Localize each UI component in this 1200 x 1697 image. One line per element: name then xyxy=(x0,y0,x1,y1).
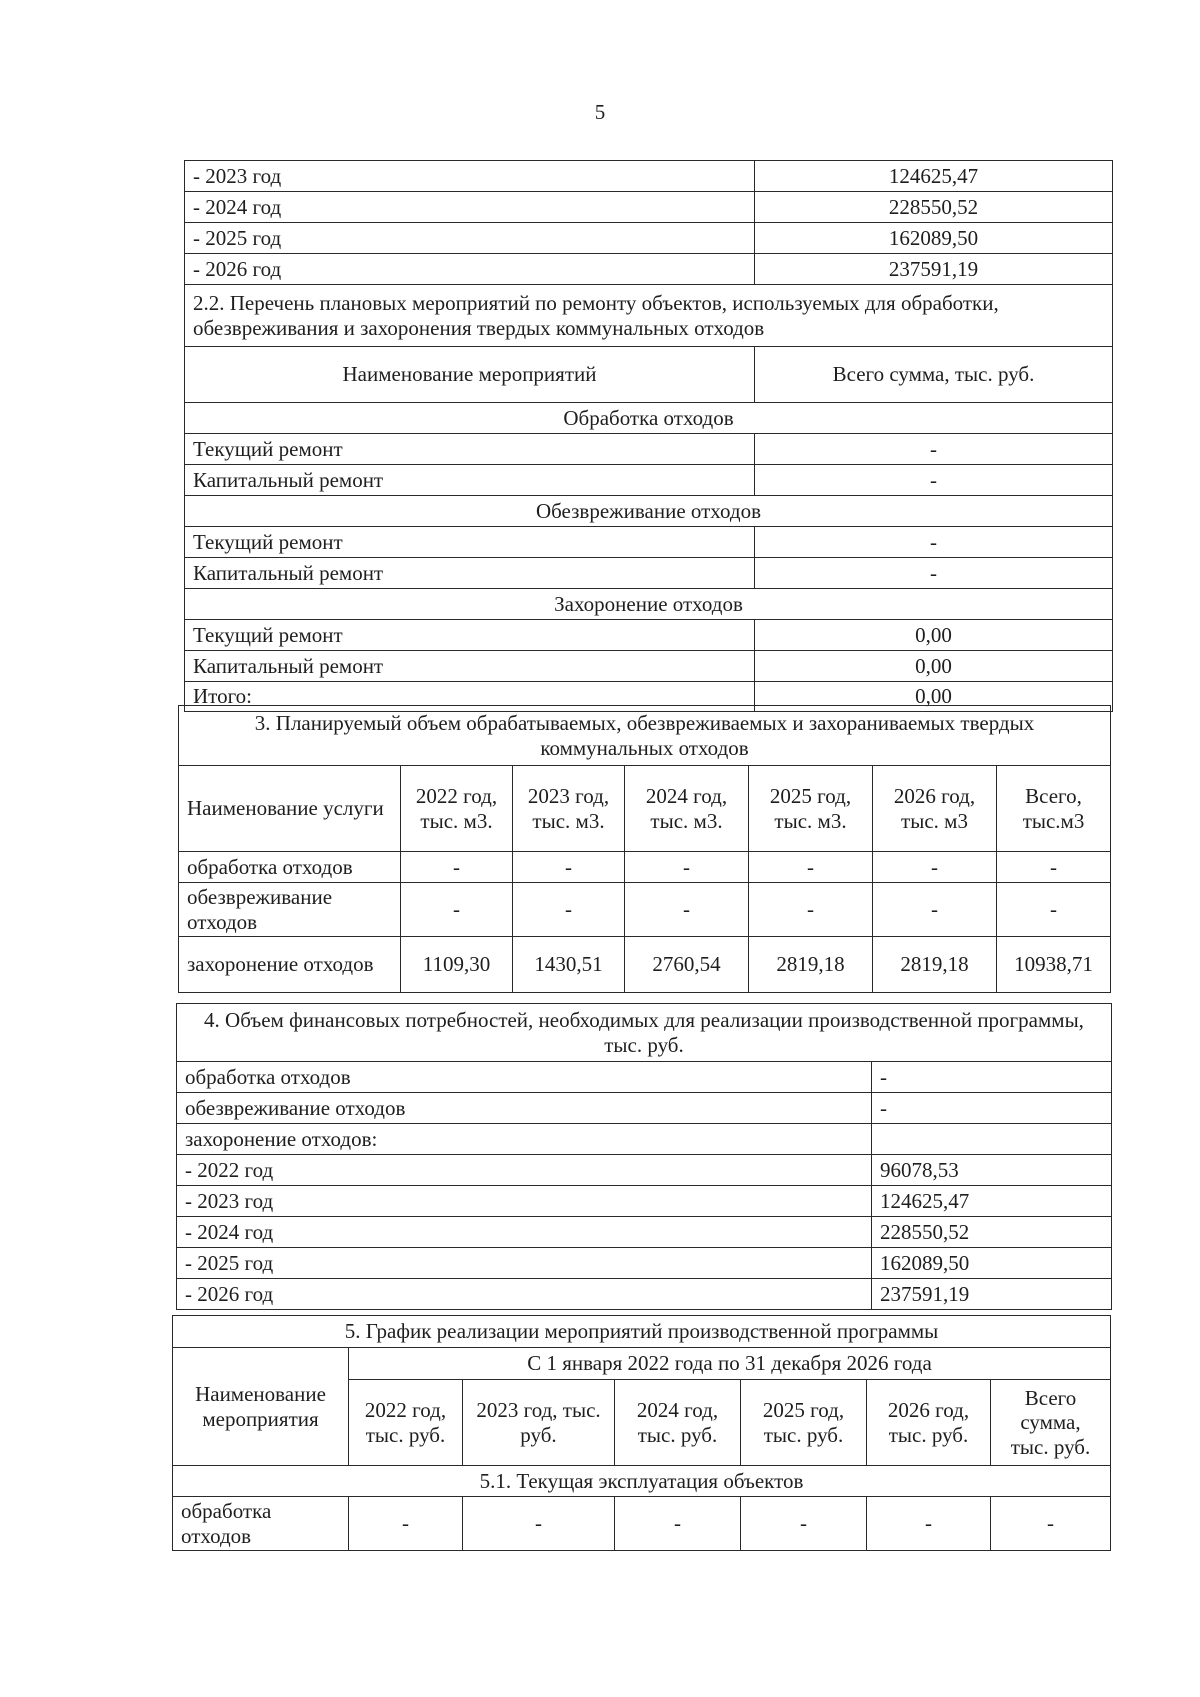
table-row xyxy=(185,527,1113,558)
repair-label: Текущий ремонт xyxy=(185,434,755,465)
finance-value: - xyxy=(872,1062,1112,1093)
table-row xyxy=(173,1497,1111,1551)
volume-value: - xyxy=(997,883,1111,937)
column-header: 2026 год, тыс. руб. xyxy=(867,1380,991,1466)
repair-label: Текущий ремонт xyxy=(185,527,755,558)
column-header: 2025 год, тыс. руб. xyxy=(741,1380,867,1466)
volume-value: - xyxy=(997,852,1111,883)
schedule-value: - xyxy=(741,1497,867,1551)
table-row xyxy=(185,285,1113,347)
schedule-value: - xyxy=(867,1497,991,1551)
finance-label: обезвреживание отходов xyxy=(177,1093,872,1124)
table-row xyxy=(185,589,1113,620)
repair-label: Капитальный ремонт xyxy=(185,558,755,589)
table-row xyxy=(185,223,1113,254)
total-label: Итого: xyxy=(185,682,755,712)
schedule-value: - xyxy=(463,1497,615,1551)
column-header: Всего сумма, тыс. руб. xyxy=(991,1380,1111,1466)
finance-label: обработка отходов xyxy=(177,1062,872,1093)
year-value: 237591,19 xyxy=(755,254,1113,285)
year-label: - 2024 год xyxy=(185,192,755,223)
schedule-value: - xyxy=(615,1497,741,1551)
year-label: - 2023 год xyxy=(185,161,755,192)
volume-value: 2819,18 xyxy=(749,937,873,993)
repair-value: - xyxy=(755,558,1113,589)
table-row xyxy=(179,706,1111,766)
volume-value: - xyxy=(513,852,625,883)
table-row xyxy=(185,192,1113,223)
column-header: 2024 год, тыс. м3. xyxy=(625,766,749,852)
finance-label: - 2023 год xyxy=(177,1186,872,1217)
column-header: 2025 год, тыс. м3. xyxy=(749,766,873,852)
schedule-table xyxy=(172,1315,1111,1551)
table-row xyxy=(185,558,1113,589)
table-row xyxy=(173,1466,1111,1497)
table-row xyxy=(185,254,1113,285)
volume-value: - xyxy=(625,883,749,937)
section-title-2-2: 2.2. Перечень плановых мероприятий по ремонту объектов, используемых для обработки, обезвреживания и захоронения твердых коммунальных отходов xyxy=(185,285,1113,347)
repair-value: 0,00 xyxy=(755,620,1113,651)
table-row xyxy=(185,620,1113,651)
period: С 1 января 2022 года по 31 декабря 2026 года xyxy=(349,1348,1111,1380)
volume-value: 2760,54 xyxy=(625,937,749,993)
repair-value: 0,00 xyxy=(755,651,1113,682)
schedule-value: - xyxy=(349,1497,463,1551)
header-name: Наименование мероприятий xyxy=(185,347,755,403)
table-row xyxy=(173,1316,1111,1348)
table-row xyxy=(185,496,1113,527)
finance-value: 124625,47 xyxy=(872,1186,1112,1217)
table-row xyxy=(179,766,1111,852)
group-title: Обработка отходов xyxy=(185,403,1113,434)
section-title-5: 5. График реализации мероприятий производственной программы xyxy=(173,1316,1111,1348)
volume-value: 10938,71 xyxy=(997,937,1111,993)
group-title: Обезвреживание отходов xyxy=(185,496,1113,527)
year-value: 124625,47 xyxy=(755,161,1113,192)
column-header: 2023 год, тыс. м3. xyxy=(513,766,625,852)
table-row xyxy=(177,1124,1112,1155)
table-row xyxy=(177,1155,1112,1186)
finance-value: 237591,19 xyxy=(872,1279,1112,1310)
table-row xyxy=(185,347,1113,403)
table-row xyxy=(179,852,1111,883)
table-row xyxy=(179,937,1111,993)
finance-value: 96078,53 xyxy=(872,1155,1112,1186)
group-title: Захоронение отходов xyxy=(185,589,1113,620)
total-value: 0,00 xyxy=(755,682,1113,712)
table-row xyxy=(173,1348,1111,1380)
schedule-value: - xyxy=(991,1497,1111,1551)
table-row xyxy=(185,161,1113,192)
financial-needs-table xyxy=(176,1003,1112,1310)
service-name: захоронение отходов xyxy=(179,937,401,993)
volume-value: - xyxy=(873,883,997,937)
repair-label: Капитальный ремонт xyxy=(185,465,755,496)
finance-value: 162089,50 xyxy=(872,1248,1112,1279)
table-row xyxy=(185,403,1113,434)
finance-label: захоронение отходов: xyxy=(177,1124,872,1155)
service-name: обезвреживание отходов xyxy=(179,883,401,937)
planned-volume-table xyxy=(178,705,1111,993)
table-row xyxy=(185,434,1113,465)
year-label: - 2026 год xyxy=(185,254,755,285)
volume-value: - xyxy=(401,852,513,883)
table-row xyxy=(177,1186,1112,1217)
repair-value: - xyxy=(755,434,1113,465)
subsection-5-1: 5.1. Текущая эксплуатация объектов xyxy=(173,1466,1111,1497)
column-header: Наименование мероприятия xyxy=(173,1348,349,1466)
table-row xyxy=(177,1279,1112,1310)
repair-plan-table xyxy=(184,160,1113,712)
column-header: 2022 год, тыс. м3. xyxy=(401,766,513,852)
table-row xyxy=(185,465,1113,496)
column-header: 2022 год, тыс. руб. xyxy=(349,1380,463,1466)
year-value: 228550,52 xyxy=(755,192,1113,223)
finance-value xyxy=(872,1124,1112,1155)
volume-value: 1109,30 xyxy=(401,937,513,993)
table-row xyxy=(177,1248,1112,1279)
volume-value: - xyxy=(873,852,997,883)
section-title-3: 3. Планируемый объем обрабатываемых, обезвреживаемых и захораниваемых твердых коммунальных отходов xyxy=(179,706,1111,766)
table-row xyxy=(177,1217,1112,1248)
volume-value: - xyxy=(749,852,873,883)
table-row xyxy=(185,651,1113,682)
volume-value: - xyxy=(513,883,625,937)
year-label: - 2025 год xyxy=(185,223,755,254)
activity-name: обработка отходов xyxy=(173,1497,349,1551)
table-row xyxy=(179,883,1111,937)
repair-label: Капитальный ремонт xyxy=(185,651,755,682)
volume-value: - xyxy=(625,852,749,883)
finance-label: - 2022 год xyxy=(177,1155,872,1186)
volume-value: - xyxy=(749,883,873,937)
section-title-4: 4. Объем финансовых потребностей, необходимых для реализации производственной программы, тыс. руб. xyxy=(177,1004,1112,1062)
year-value: 162089,50 xyxy=(755,223,1113,254)
finance-label: - 2026 год xyxy=(177,1279,872,1310)
service-name: обработка отходов xyxy=(179,852,401,883)
table-row xyxy=(177,1004,1112,1062)
table-row xyxy=(177,1062,1112,1093)
page-number: 5 xyxy=(594,100,606,124)
column-header: Всего, тыс.м3 xyxy=(997,766,1111,852)
column-header: 2026 год, тыс. м3 xyxy=(873,766,997,852)
column-header: 2024 год, тыс. руб. xyxy=(615,1380,741,1466)
header-sum: Всего сумма, тыс. руб. xyxy=(755,347,1113,403)
repair-label: Текущий ремонт xyxy=(185,620,755,651)
finance-value: 228550,52 xyxy=(872,1217,1112,1248)
finance-value: - xyxy=(872,1093,1112,1124)
column-header: 2023 год, тыс. руб. xyxy=(463,1380,615,1466)
column-header: Наименование услуги xyxy=(179,766,401,852)
volume-value: 1430,51 xyxy=(513,937,625,993)
repair-value: - xyxy=(755,465,1113,496)
volume-value: 2819,18 xyxy=(873,937,997,993)
finance-label: - 2024 год xyxy=(177,1217,872,1248)
table-row xyxy=(177,1093,1112,1124)
repair-value: - xyxy=(755,527,1113,558)
volume-value: - xyxy=(401,883,513,937)
finance-label: - 2025 год xyxy=(177,1248,872,1279)
